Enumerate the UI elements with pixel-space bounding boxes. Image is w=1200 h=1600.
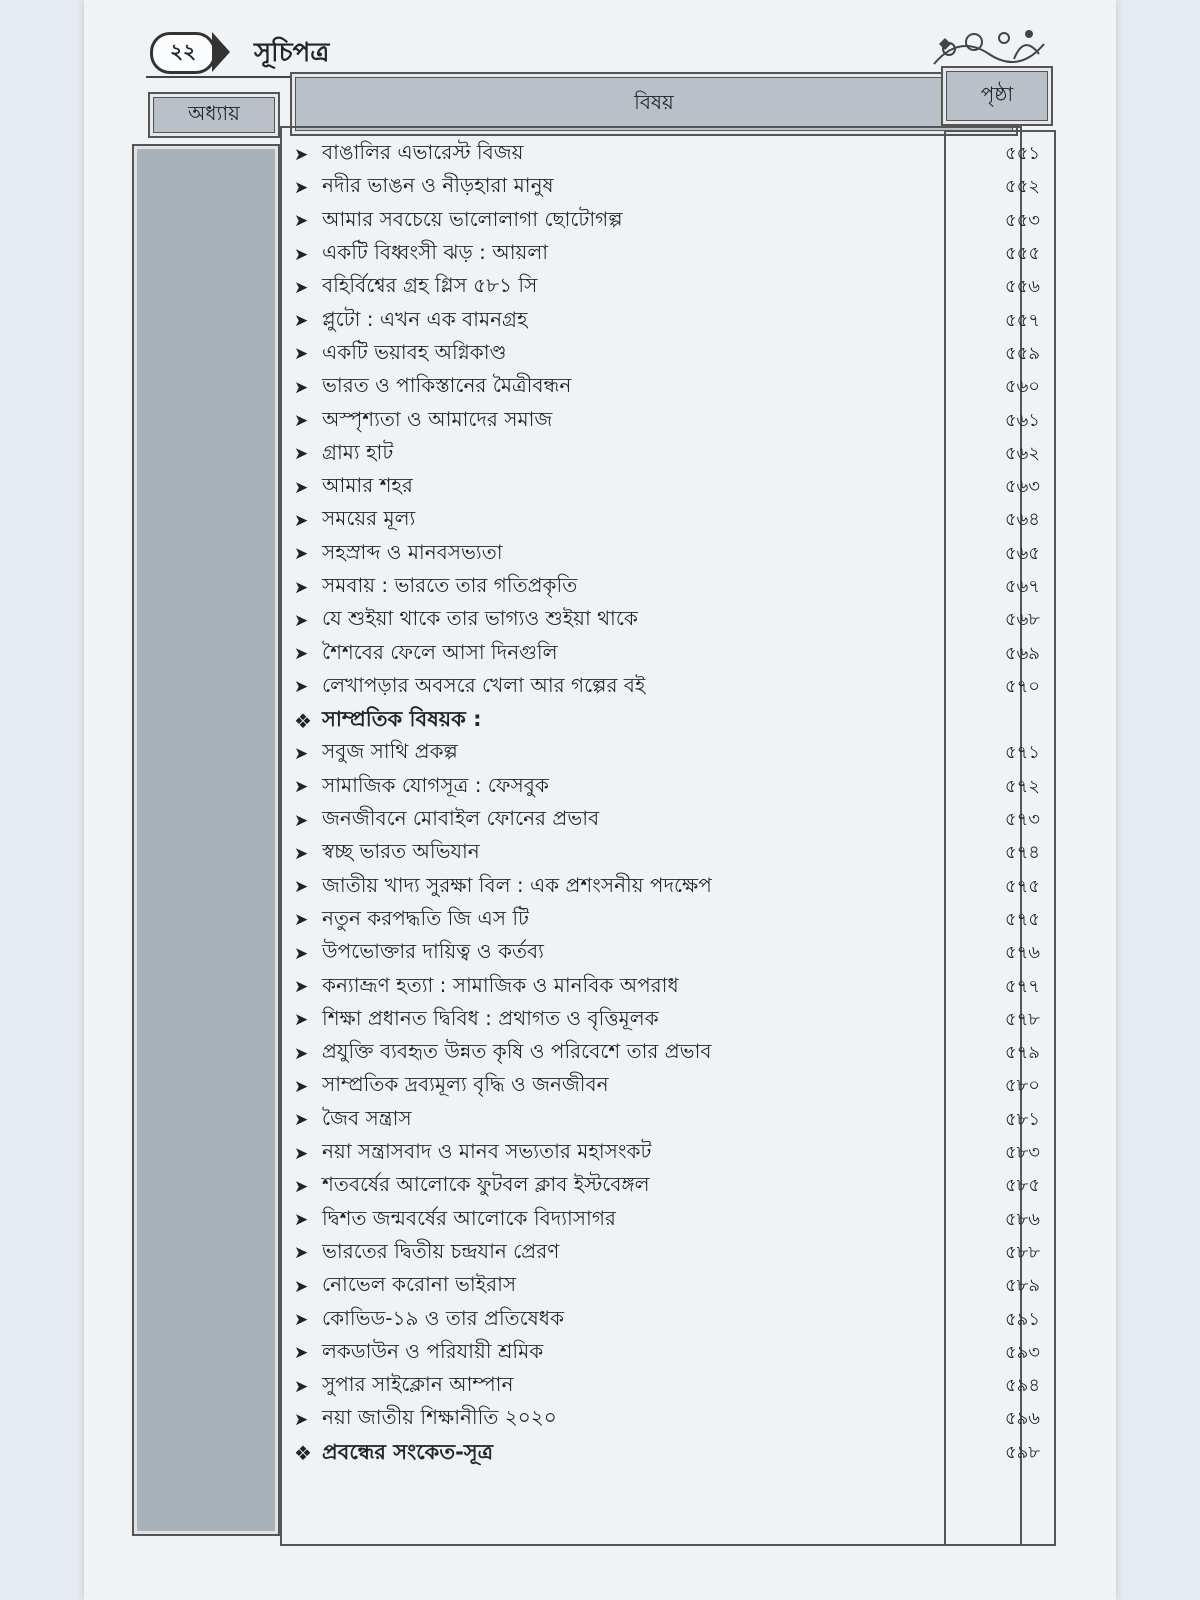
toc-entry-label: সামাজিক যোগসূত্র : ফেসবুক — [322, 772, 549, 797]
toc-entry-label: ভারতের দ্বিতীয় চন্দ্রযান প্রেরণ — [322, 1238, 560, 1263]
arrow-bullet-icon: ➤ — [294, 1343, 309, 1364]
toc-page-number: ৫৫২ — [1004, 176, 1040, 198]
arrow-bullet-icon: ➤ — [294, 377, 309, 398]
toc-entry — [294, 205, 994, 238]
toc-page-number: ৫৭৫ — [1004, 908, 1040, 930]
toc-entry-label: শিক্ষা প্রধানত দ্বিবিধ : প্রথাগত ও বৃত্তিমূলক — [322, 1005, 659, 1030]
toc-entry-label: সাম্প্রতিক বিষয়ক : — [322, 707, 482, 732]
toc-entry — [294, 1403, 994, 1436]
toc-page-number: ৫৬৮ — [1004, 609, 1040, 631]
arrow-bullet-icon: ➤ — [294, 311, 309, 332]
toc-page-number: ৫৭৬ — [1004, 942, 1040, 964]
diamond-bullet-icon: ❖ — [294, 1441, 312, 1466]
toc-entry-label: সহস্রাব্দ ও মানবসভ্যতা — [322, 539, 503, 564]
toc-entry-label: নদীর ভাঙন ও নীড়হারা মানুষ — [322, 173, 554, 198]
arrow-bullet-icon: ➤ — [294, 810, 309, 831]
toc-entry-label: কন্যাভ্রূণ হত্যা : সামাজিক ও মানবিক অপরাধ — [322, 972, 679, 997]
toc-entry — [294, 771, 994, 804]
toc-section-heading — [294, 704, 994, 737]
toc-entry — [294, 471, 994, 504]
arrow-bullet-icon: ➤ — [294, 510, 309, 531]
arrow-bullet-icon: ➤ — [294, 577, 309, 598]
arrow-bullet-icon: ➤ — [294, 1110, 309, 1131]
toc-page-number: ৫৯৬ — [1004, 1408, 1040, 1430]
arrow-bullet-icon: ➤ — [294, 1043, 309, 1064]
toc-entry-label: দ্বিশত জন্মবর্ষের আলোকে বিদ্যাসাগর — [322, 1205, 616, 1230]
toc-page-number: ৫৮৮ — [1004, 1241, 1040, 1263]
toc-page-number: ৫৮০ — [1004, 1075, 1040, 1097]
toc-entry-label: অস্পৃশ্যতা ও আমাদের সমাজ — [322, 406, 553, 431]
toc-entry — [294, 1104, 994, 1137]
arrow-bullet-icon: ➤ — [294, 1310, 309, 1331]
toc-entry — [294, 538, 994, 571]
toc-entry-label: সাম্প্রতিক দ্রব্যমূল্য বৃদ্ধি ও জনজীবন — [322, 1072, 609, 1097]
toc-entry — [294, 1370, 994, 1403]
toc-page-number: ৫৯৮ — [1004, 1441, 1040, 1463]
toc-page-number: ৫৭১ — [1004, 742, 1040, 764]
page-title: সূচিপত্র — [254, 38, 330, 68]
arrow-bullet-icon: ➤ — [294, 644, 309, 665]
toc-entry — [294, 171, 994, 204]
toc-page-numbers — [964, 138, 1040, 1470]
toc-entry-label: আমার সবচেয়ে ভালোলাগা ছোটোগল্প — [322, 206, 623, 231]
toc-page-number: ৫৫৭ — [1004, 309, 1040, 331]
toc-entry — [294, 371, 994, 404]
toc-entry — [294, 404, 994, 437]
toc-entry-label: সময়ের মূল্য — [322, 506, 416, 531]
toc-entry — [294, 1204, 994, 1237]
arrow-bullet-icon: ➤ — [294, 1210, 309, 1231]
arrow-bullet-icon: ➤ — [294, 1076, 309, 1097]
arrow-bullet-icon: ➤ — [294, 743, 309, 764]
toc-entry-label: প্রযুক্তি ব্যবহৃত উন্নত কৃষি ও পরিবেশে তার প্রভাব — [322, 1039, 712, 1064]
toc-page-number: ৫৯৪ — [1004, 1375, 1040, 1397]
toc-entry-label: সমবায় : ভারতে তার গতিপ্রকৃতি — [322, 573, 578, 597]
page-number-badge: ২২ — [150, 32, 216, 74]
toc-entry — [294, 271, 994, 304]
toc-entry — [294, 338, 994, 371]
toc-entry-label: উপভোক্তার দায়িত্ব ও কর্তব্য — [322, 939, 544, 964]
toc-entry-label: নয়া জাতীয় শিক্ষানীতি ২০২০ — [322, 1405, 557, 1430]
toc-entry — [294, 604, 994, 637]
toc-entry — [294, 438, 994, 471]
arrow-bullet-icon: ➤ — [294, 144, 309, 165]
arrow-bullet-icon: ➤ — [294, 843, 309, 864]
toc-page-number: ৫৭৭ — [1004, 975, 1040, 997]
toc-entry-label: শতবর্ষের আলোকে ফুটবল ক্লাব ইস্টবেঙ্গল — [322, 1172, 650, 1197]
chevron-icon — [212, 32, 230, 72]
arrow-bullet-icon: ➤ — [294, 1010, 309, 1031]
toc-page-number: ৫৫৬ — [1004, 276, 1040, 298]
toc-entry — [294, 871, 994, 904]
toc-page-number: ৫৬২ — [1004, 442, 1040, 464]
toc-entry-label: গ্রাম্য হাট — [322, 439, 394, 464]
toc-page-number: ৫৬৭ — [1004, 576, 1040, 597]
arrow-bullet-icon: ➤ — [294, 344, 309, 365]
column-header-page: পৃষ্ঠা — [941, 66, 1053, 126]
toc-entry-label: বাঙালির এভারেস্ট বিজয় — [322, 140, 524, 165]
toc-page-number: ৫৭০ — [1004, 675, 1040, 697]
toc-entries — [294, 138, 994, 1470]
arrow-bullet-icon: ➤ — [294, 1376, 309, 1397]
toc-entry — [294, 1004, 994, 1037]
toc-page-number: ৫৬৯ — [1004, 642, 1040, 664]
toc-page-number: ৫৮৯ — [1004, 1275, 1040, 1297]
toc-entry — [294, 504, 994, 537]
arrow-bullet-icon: ➤ — [294, 877, 309, 898]
toc-entry — [294, 1070, 994, 1103]
arrow-bullet-icon: ➤ — [294, 1176, 309, 1197]
toc-entry — [294, 304, 994, 337]
arrow-bullet-icon: ➤ — [294, 977, 309, 998]
toc-entry-label: কোভিড-১৯ ও তার প্রতিষেধক — [322, 1305, 564, 1330]
toc-page-number: ৫৭২ — [1004, 775, 1040, 797]
toc-entry-label: প্লুটো : এখন এক বামনগ্রহ — [322, 306, 528, 331]
toc-entry-label: জৈব সন্ত্রাস — [322, 1105, 412, 1130]
arrow-bullet-icon: ➤ — [294, 411, 309, 432]
toc-page-number: ৫৮৫ — [1004, 1175, 1040, 1197]
toc-page-number: ৫৫৩ — [1004, 209, 1040, 231]
toc-entry-label: একটি বিধ্বংসী ঝড় : আয়লা — [322, 240, 549, 265]
toc-entry-label: প্রবন্ধের সংকেত-সূত্র — [322, 1439, 494, 1464]
toc-entry — [294, 837, 994, 870]
toc-entry — [294, 138, 994, 171]
toc-entry-label: সুপার সাইক্লোন আম্পান — [322, 1372, 514, 1397]
toc-page-number: ৫৫৫ — [1004, 243, 1040, 265]
toc-page-number: ৫৯১ — [1004, 1308, 1040, 1330]
arrow-bullet-icon: ➤ — [294, 444, 309, 465]
arrow-bullet-icon: ➤ — [294, 544, 309, 565]
toc-page-number: ৫৭৩ — [1004, 809, 1040, 831]
toc-entry-label: শৈশবের ফেলে আসা দিনগুলি — [322, 639, 558, 664]
toc-page-number: ৫৯৩ — [1004, 1341, 1040, 1363]
toc-page-number: ৫৮৩ — [1004, 1142, 1040, 1164]
toc-page-number: ৫৭৮ — [1004, 1008, 1040, 1030]
arrow-bullet-icon: ➤ — [294, 211, 309, 232]
toc-entry — [294, 571, 994, 604]
toc-entry-label: জনজীবনে মোবাইল ফোনের প্রভাব — [322, 806, 600, 831]
toc-entry — [294, 238, 994, 271]
toc-page-number: ৫৭৫ — [1004, 875, 1040, 897]
toc-entry — [294, 1303, 994, 1336]
toc-page-number: ৫৬৪ — [1004, 509, 1040, 531]
arrow-bullet-icon: ➤ — [294, 910, 309, 931]
toc-entry-label: লেখাপড়ার অবসরে খেলা আর গল্পের বই — [322, 672, 646, 697]
column-header-chapter: অধ্যায় — [148, 92, 280, 138]
toc-page-number: ৫৬১ — [1004, 409, 1040, 431]
arrow-bullet-icon: ➤ — [294, 1143, 309, 1164]
toc-entry-label: লকডাউন ও পরিযায়ী শ্রমিক — [322, 1338, 544, 1363]
arrow-bullet-icon: ➤ — [294, 943, 309, 964]
toc-entry-label: একটি ভয়াবহ অগ্নিকাণ্ড — [322, 339, 507, 364]
toc-entry — [294, 1137, 994, 1170]
toc-entry-label: সবুজ সাথি প্রকল্প — [322, 739, 458, 764]
toc-entry — [294, 1337, 994, 1370]
toc-page-number: ৫৬৫ — [1004, 542, 1040, 564]
arrow-bullet-icon: ➤ — [294, 477, 309, 498]
arrow-bullet-icon: ➤ — [294, 244, 309, 265]
toc-entry-label: জাতীয় খাদ্য সুরক্ষা বিল : এক প্রশংসনীয় পদক্ষেপ — [322, 872, 712, 897]
toc-page-number: ৫৭৪ — [1004, 842, 1040, 864]
diamond-bullet-icon: ❖ — [294, 708, 312, 733]
arrow-bullet-icon: ➤ — [294, 1409, 309, 1430]
toc-entry — [294, 1170, 994, 1203]
chapter-column — [132, 144, 280, 1536]
arrow-bullet-icon: ➤ — [294, 777, 309, 798]
toc-entry-label: নয়া সন্ত্রাসবাদ ও মানব সভ্যতার মহাসংকট — [322, 1139, 652, 1164]
column-header-subject: বিষয় — [290, 72, 1018, 136]
toc-entry — [294, 970, 994, 1003]
toc-page-number: ৫৭৯ — [1004, 1042, 1040, 1064]
arrow-bullet-icon: ➤ — [294, 277, 309, 298]
toc-entry-label: নোভেল করোনা ভাইরাস — [322, 1272, 517, 1297]
toc-entry-label: ভারত ও পাকিস্তানের মৈত্রীবন্ধন — [322, 373, 572, 398]
toc-page-number: ৫৮১ — [1004, 1108, 1040, 1130]
toc-entry — [294, 904, 994, 937]
toc-entry — [294, 671, 994, 704]
toc-entry — [294, 1237, 994, 1270]
arrow-bullet-icon: ➤ — [294, 677, 309, 698]
toc-entry — [294, 737, 994, 770]
toc-entry-label: নতুন করপদ্ধতি জি এস টি — [322, 905, 529, 930]
toc-entry-label: যে শুইয়া থাকে তার ভাগ্যও শুইয়া থাকে — [322, 606, 638, 631]
toc-page-number: ৫৫৯ — [1004, 342, 1040, 364]
toc-page-number: ৫৫১ — [1004, 143, 1040, 165]
toc-page-number: ৫৮৬ — [1004, 1208, 1040, 1230]
arrow-bullet-icon: ➤ — [294, 1276, 309, 1297]
toc-entry — [294, 637, 994, 670]
arrow-bullet-icon: ➤ — [294, 1243, 309, 1264]
toc-page-number — [964, 704, 1040, 737]
toc-entry — [294, 1270, 994, 1303]
toc-entry — [294, 937, 994, 970]
toc-entry — [294, 804, 994, 837]
toc-page-number: ৫৬০ — [1004, 376, 1040, 398]
toc-entry-label: বহির্বিশ্বের গ্রহ গ্লিস ৫৮১ সি — [322, 273, 538, 298]
arrow-bullet-icon: ➤ — [294, 177, 309, 198]
toc-entry-label: আমার শহর — [322, 473, 413, 498]
book-page — [84, 0, 1116, 1600]
toc-entry-label: স্বচ্ছ ভারত অভিযান — [322, 839, 480, 864]
toc-section-heading — [294, 1437, 994, 1470]
toc-entry — [294, 1037, 994, 1070]
arrow-bullet-icon: ➤ — [294, 610, 309, 631]
toc-page-number: ৫৬৩ — [1004, 476, 1040, 498]
